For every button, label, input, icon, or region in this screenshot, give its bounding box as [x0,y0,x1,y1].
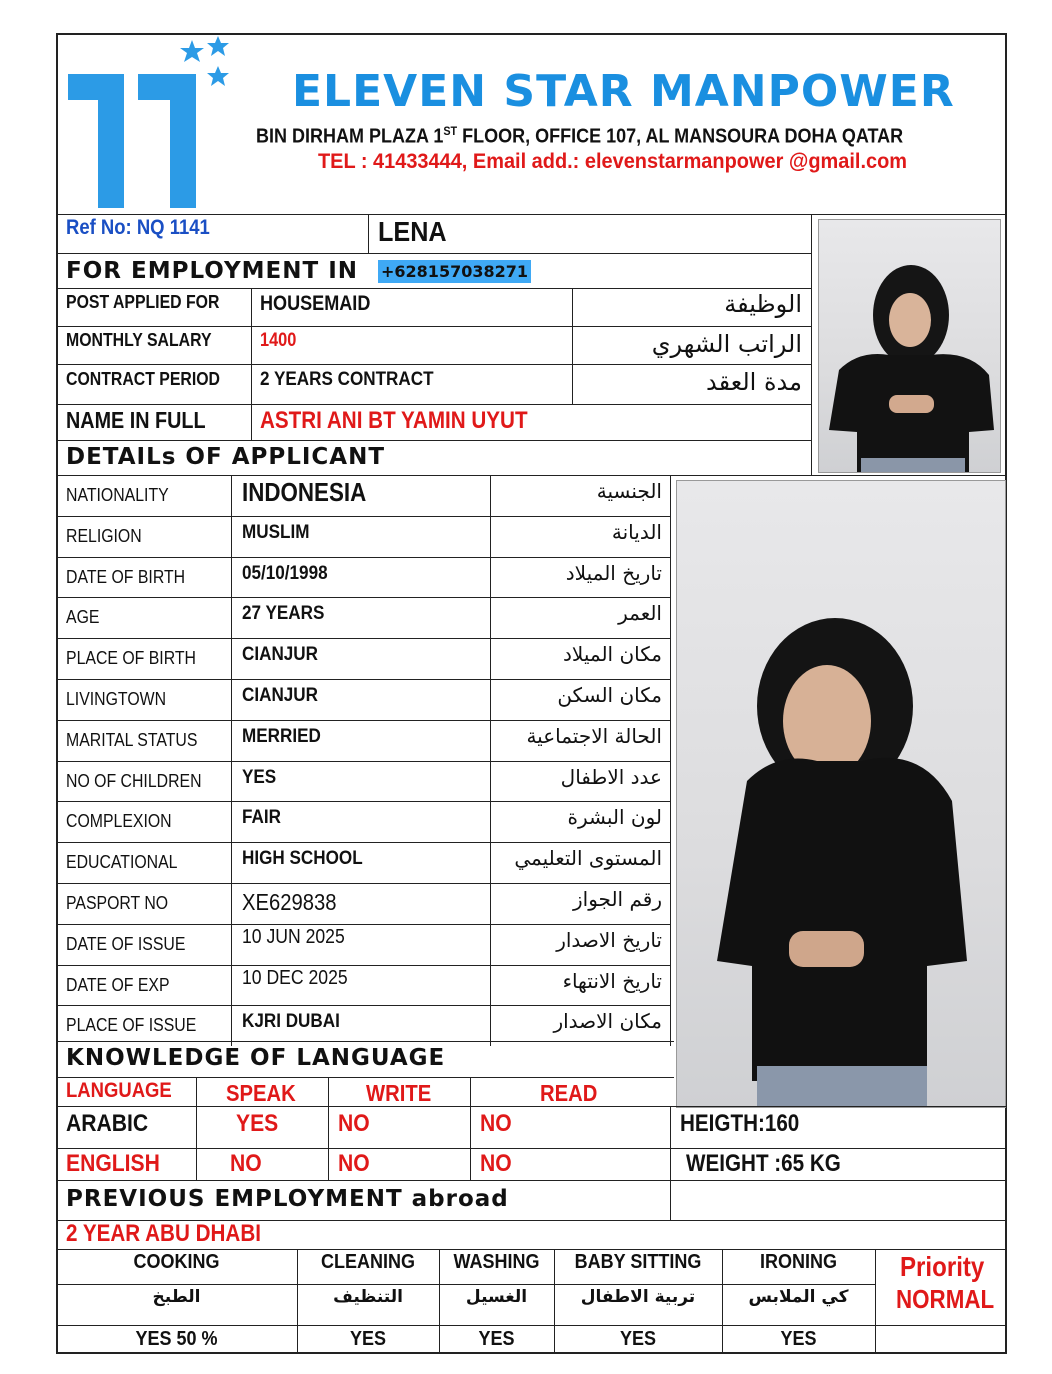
person-silhouette-large [677,481,1005,1107]
detail-label: LIVINGTOWN [66,689,167,709]
detail-value: MUSLIM [242,521,310,543]
detail-arabic: الديانة [611,519,662,544]
detail-arabic: المستوى التعليمي [514,846,662,871]
applicant-short-name: LENA [378,216,447,247]
detail-arabic: عدد الاطفال [560,764,662,789]
detail-label: DATE OF BIRTH [66,566,186,587]
detail-arabic: مكان السكن [557,683,662,707]
detail-value: MERRIED [242,725,321,747]
lang-header-language: LANGUAGE [66,1079,172,1102]
phone-number: +628157038271 [378,260,531,283]
employment-title: FOR EMPLOYMENT IN [66,258,359,284]
lang-english-write: NO [338,1150,370,1177]
person-silhouette-small [819,220,1000,472]
detail-arabic: تاريخ الميلاد [565,560,662,585]
details-title: DETAILs OF APPLICANT [66,444,386,470]
address-sup: ST [443,124,458,138]
company-address [256,124,903,149]
lang-english-speak: NO [230,1150,262,1177]
detail-arabic: تاريخ الانتهاء [562,968,662,993]
salary-label: MONTHLY SALARY [66,330,212,350]
priority-label: Priority [900,1251,985,1282]
detail-value: 10 JUN 2025 [242,925,345,948]
detail-label: PASPORT NO [66,893,169,913]
detail-label: PLACE OF ISSUE [66,1015,197,1036]
address-suffix: FLOOR, OFFICE 107, AL MANSOURA DOHA QATAR [457,125,904,148]
salary-value: 1400 [260,330,297,351]
skill-name: IRONING [759,1251,838,1273]
address-prefix: BIN DIRHAM PLAZA 1 [256,125,444,148]
skill-name: COOKING [133,1251,220,1273]
lang-arabic-write: NO [338,1110,370,1137]
detail-value: FAIR [242,807,281,829]
skill-arabic: تربية الاطفال [580,1287,696,1307]
detail-label: AGE [66,607,100,628]
detail-arabic: مكان الاصدار [553,1009,662,1034]
lang-header-read: READ [540,1080,598,1106]
skill-value: YES [619,1328,657,1350]
priority-value: NORMAL [896,1284,995,1314]
lang-arabic-read: NO [480,1110,512,1137]
post-value: HOUSEMAID [260,292,371,315]
salary-arabic: الراتب الشهري [651,330,802,358]
lang-english-read: NO [480,1150,512,1177]
detail-label: DATE OF ISSUE [66,933,186,954]
detail-value: CIANJUR [242,644,319,666]
logo-graphic [64,36,234,208]
skill-arabic: الطبخ [152,1287,201,1307]
lang-english: ENGLISH [66,1150,160,1177]
lang-arabic: ARABIC [66,1110,149,1137]
applicant-photo-small [818,219,1001,473]
lang-header-speak: SPEAK [226,1080,296,1106]
detail-value: INDONESIA [242,477,367,507]
detail-value: KJRI DUBAI [242,1011,340,1033]
applicant-photo-large [676,480,1006,1108]
detail-arabic: مكان الميلاد [563,642,662,667]
detail-value: CIANJUR [242,685,319,706]
detail-arabic: الجنسية [596,479,662,503]
lang-header-write: WRITE [366,1080,432,1106]
detail-arabic: تاريخ الاصدار [556,927,662,952]
detail-label: NO OF CHILDREN [66,770,202,791]
skill-arabic: التنظيف [333,1287,403,1307]
detail-label: EDUCATIONAL [66,852,178,873]
skill-name: WASHING [453,1251,540,1273]
previous-value: 2 YEAR ABU DHABI [66,1220,261,1247]
lang-arabic-speak: YES [236,1110,279,1137]
detail-label: NATIONALITY [66,485,169,505]
height-value: HEIGTH:160 [680,1110,800,1137]
detail-label: PLACE OF BIRTH [66,648,196,669]
skill-value: YES 50 % [135,1328,218,1350]
company-name: ELEVEN STAR MANPOWER [292,66,955,117]
post-label: POST APPLIED FOR [66,292,220,312]
detail-value: 27 YEARS [242,603,325,625]
skill-value: YES [349,1328,387,1350]
detail-arabic: رقم الجواز [573,887,662,911]
ref-number: Ref No: NQ 1141 [66,216,210,239]
post-arabic: الوظيفة [724,290,802,318]
detail-value: 05/10/1998 [242,562,328,584]
company-contact: TEL : 41433444, Email add.: elevenstarmanpower @gmail.com [318,150,908,173]
skill-name: CLEANING [320,1251,415,1273]
detail-arabic: الحالة الاجتماعية [526,723,662,748]
detail-value: 10 DEC 2025 [242,966,348,989]
weight-value: WEIGHT :65 KG [686,1150,841,1177]
detail-value: XE629838 [242,889,337,915]
skill-name: BABY SITTING [574,1251,702,1273]
detail-arabic: العمر [618,601,662,626]
detail-value: HIGH SCHOOL [242,848,363,870]
name-label: NAME IN FULL [66,407,206,433]
skill-value: YES [780,1328,817,1350]
full-name: ASTRI ANI BT YAMIN UYUT [260,407,528,434]
skill-arabic: كي الملابس [748,1287,849,1307]
detail-label: MARITAL STATUS [66,729,198,750]
detail-label: DATE OF EXP [66,974,170,995]
detail-value: YES [242,766,277,788]
detail-label: COMPLEXION [66,811,172,832]
contract-arabic: مدة العقد [706,368,802,396]
contract-value: 2 YEARS CONTRACT [260,369,434,390]
detail-arabic: لون البشرة [567,805,662,830]
contract-label: CONTRACT PERIOD [66,369,220,389]
company-logo [64,36,234,208]
skill-arabic: الغسيل [465,1287,528,1307]
language-title: KNOWLEDGE OF LANGUAGE [66,1045,446,1071]
skill-value: YES [478,1328,515,1350]
detail-label: RELIGION [66,525,142,546]
previous-title: PREVIOUS EMPLOYMENT abroad [66,1186,509,1212]
